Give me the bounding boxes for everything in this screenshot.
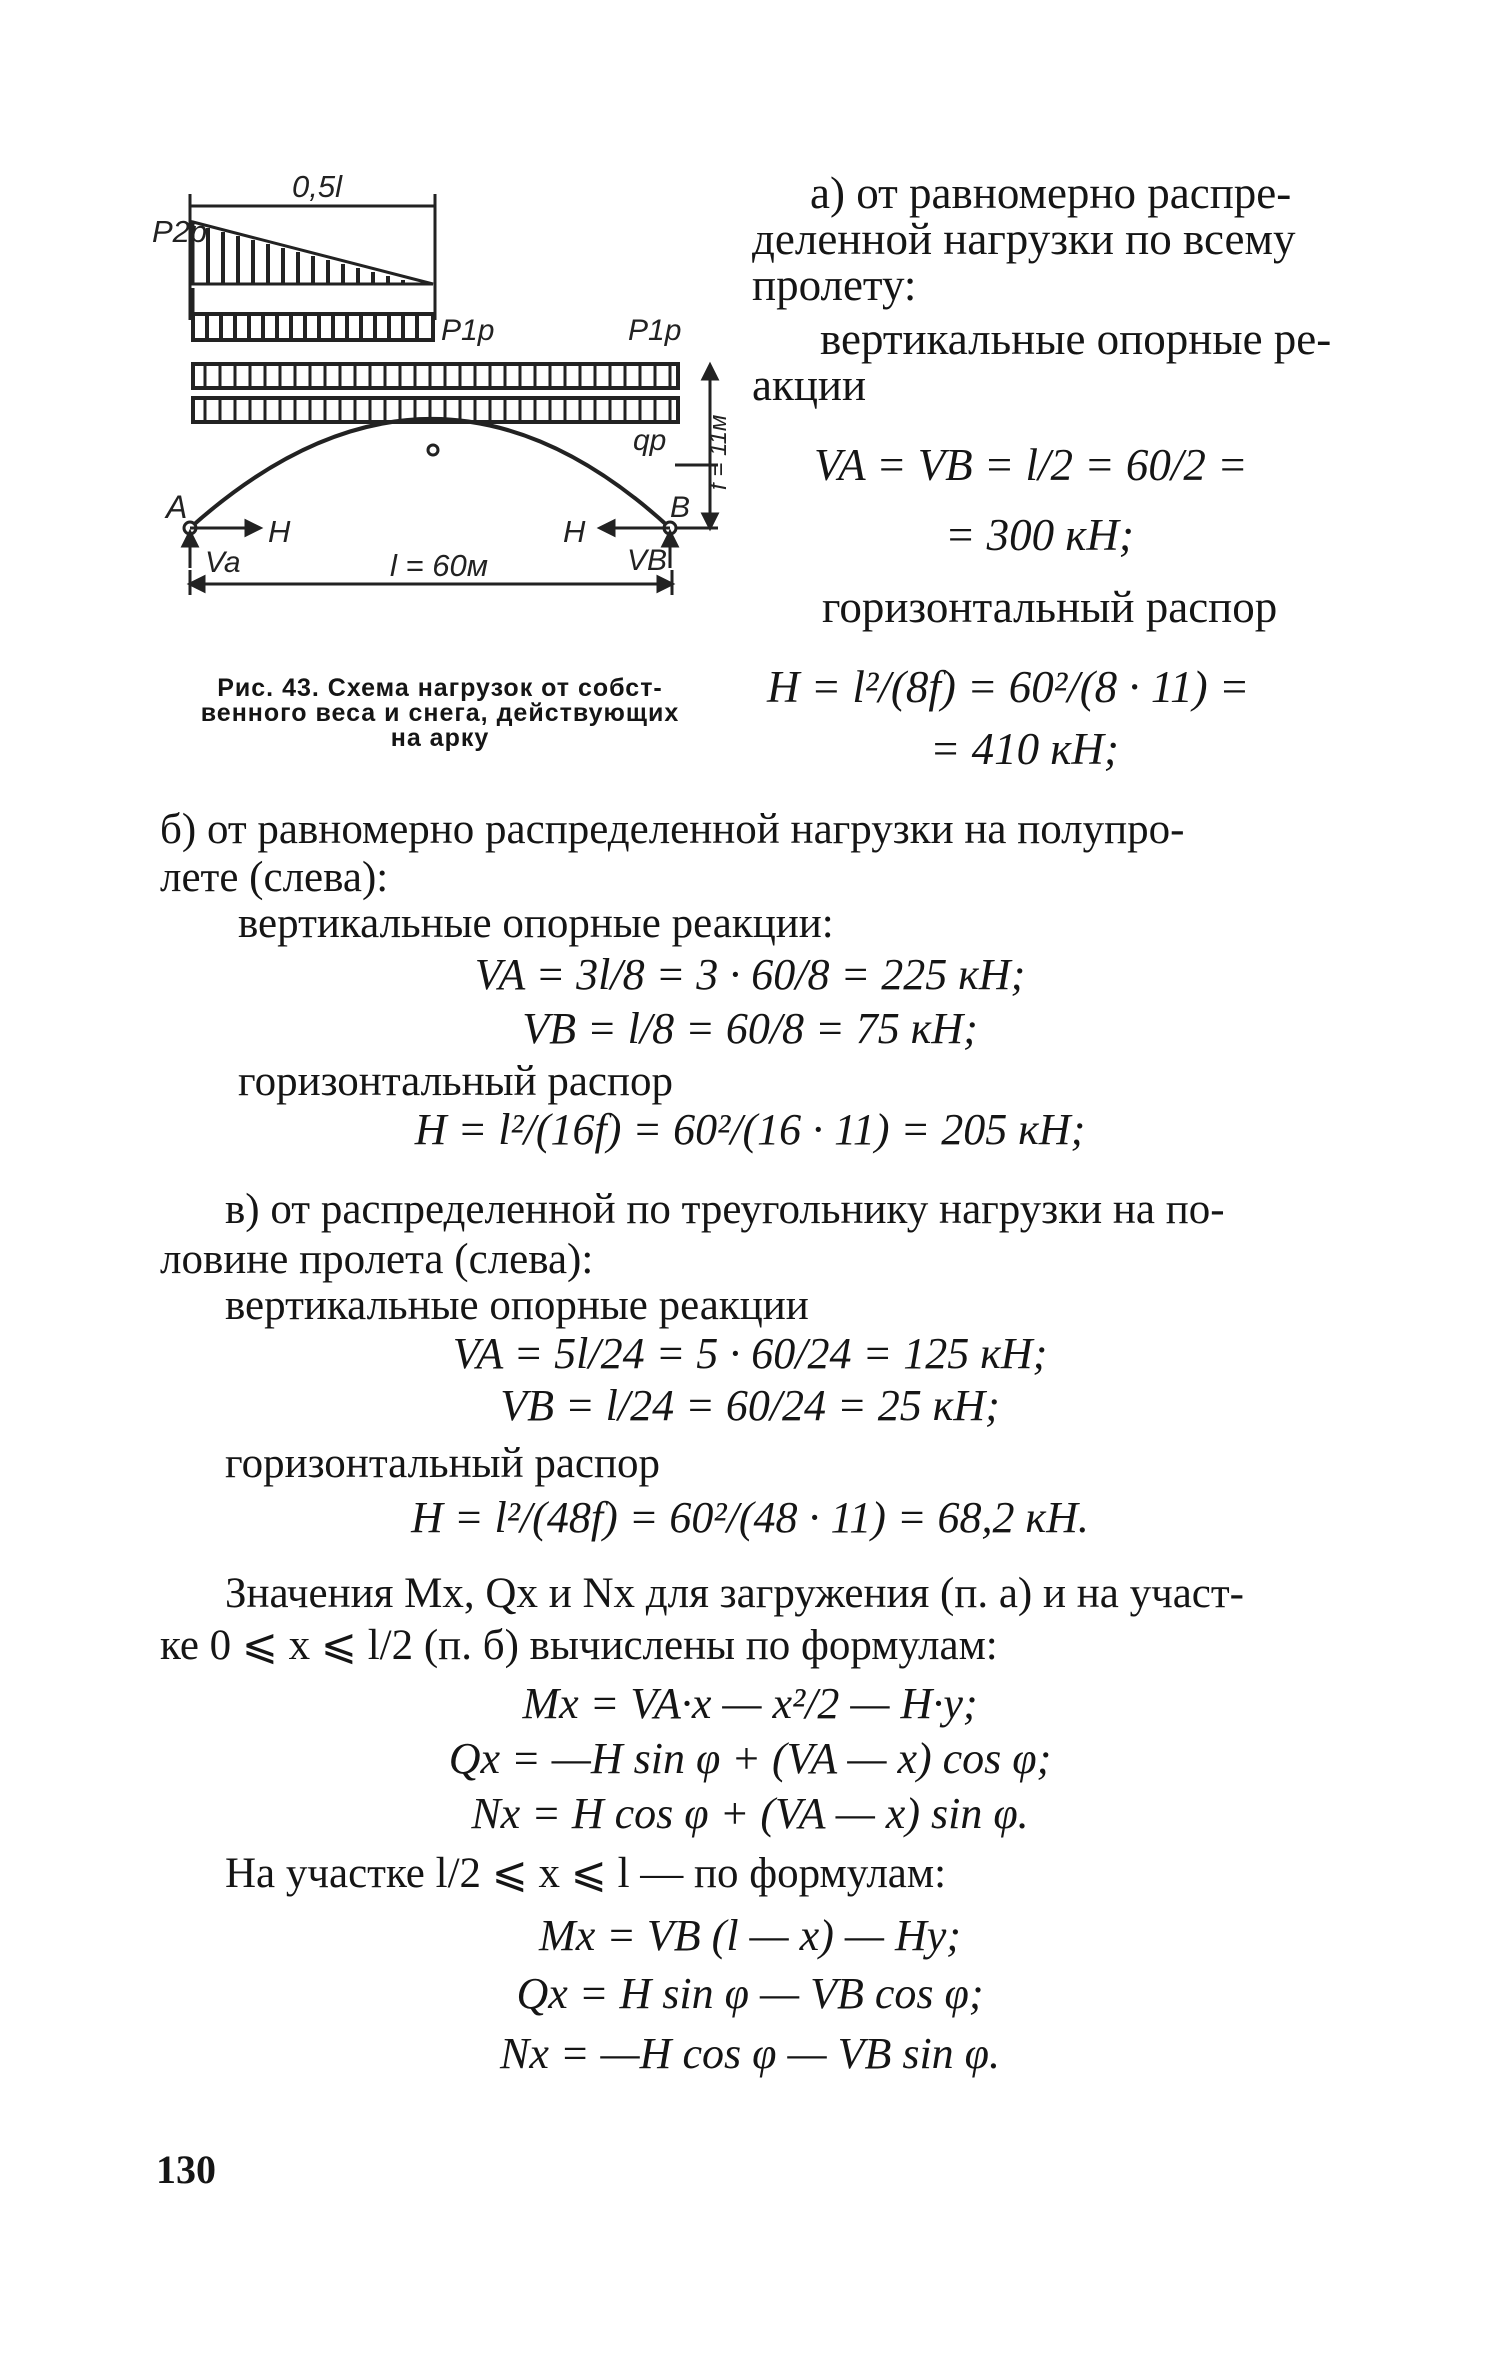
page-number: 130 [156,2147,216,2192]
case-b-equation-vb: VB = l/8 = 60/8 = 75 кН; [522,1004,978,1053]
case-b-equation-h: H = l²/(16f) = 60²/(16 · 11) = 205 кН; [414,1105,1086,1154]
right-column-text [752,170,1352,772]
case-b-line-4: горизонтальный распор [238,1058,674,1105]
load-scheme-diagram [150,170,740,610]
caption-line-2: венного веса и снега, действующих [200,699,680,727]
formula-nx-left: Nx = H cos φ + (VA — x) sin φ. [471,1789,1029,1838]
case-a-equation-2b: = 410 кН; [930,724,1119,774]
span-label: l = 60м [390,548,488,583]
load-qp-label: qp [633,424,667,457]
formulas-intro-line-3: На участке l/2 ⩽ x ⩽ l — по формулам: [225,1850,947,1897]
formula-qx-right: Qx = H sin φ — VB cos φ; [516,1969,984,2018]
formula-nx-right: Nx = —H cos φ — VB sin φ. [499,2029,1001,2078]
case-v-line-1: в) от распределенной по треугольнику нагрузки на по- [225,1186,1225,1233]
case-a-line-3: пролету: [752,260,917,310]
formula-mx-right: Mx = VB (l — x) — Hy; [539,1911,961,1960]
case-a-line-1: а) от равномерно распре- [810,168,1292,218]
caption-line-3: на арку [390,724,490,752]
figure-caption [160,676,720,751]
case-a-line-6: горизонтальный распор [822,582,1278,632]
case-v-equation-vb: VB = l/24 = 60/24 = 25 кН; [500,1381,1000,1430]
case-a-equation-1a: VA = VB = l/2 = 60/2 = [814,440,1248,490]
load-scheme-figure [150,170,740,610]
case-a-equation-2a: H = l²/(8f) = 60²/(8 · 11) = [767,662,1250,712]
reaction-vb-label: VB [627,544,668,577]
load-p1p-left-label: P1p [441,314,495,347]
case-b-line-1: б) от равномерно распределенной нагрузки на полупро- [160,806,1185,853]
support-b-label: B [670,491,691,524]
case-b-equation-va: VA = 3l/8 = 3 · 60/8 = 225 кН; [474,950,1026,999]
formula-qx-left: Qx = —H sin φ + (VA — x) cos φ; [448,1734,1052,1783]
load-p2p-label: P2p [152,214,208,249]
case-v-line-4: горизонтальный распор [225,1440,661,1487]
case-b-line-2: лете (слева): [160,854,389,901]
case-a-equation-1b: = 300 кН; [945,510,1134,560]
formulas-intro-line-1: Значения Mx, Qx и Nx для загружения (п. а) и на участ- [225,1570,1245,1617]
dimension-half-span-label: 0,5l [292,170,342,204]
load-p1p-right-label: P1p [628,314,682,347]
thrust-h-right-label: H [563,514,586,549]
thrust-h-left-label: H [268,514,291,549]
formulas-intro-line-2: ке 0 ⩽ x ⩽ l/2 (п. б) вычислены по формулам: [160,1622,998,1669]
case-v-equation-va: VA = 5l/24 = 5 · 60/24 = 125 кН; [452,1329,1048,1378]
case-b-line-3: вертикальные опорные реакции: [238,900,834,947]
case-a-line-4: вертикальные опорные ре- [820,314,1332,364]
formula-mx-left: Mx = VA·x — x²/2 — H·y; [522,1679,978,1728]
case-v-line-2: ловине пролета (слева): [160,1236,594,1283]
rise-f-label: f = 11м [705,414,732,490]
support-a-label: A [166,489,188,525]
case-a-line-5: акции [752,360,867,410]
case-v-line-3: вертикальные опорные реакции [225,1282,809,1329]
case-a-line-2: деленной нагрузки по всему [752,214,1296,264]
reaction-va-label: Va [205,546,241,579]
caption-line-1: Рис. 43. Схема нагрузок от собст- [217,674,663,702]
case-v-equation-h: H = l²/(48f) = 60²/(48 · 11) = 68,2 кН. [411,1493,1089,1542]
